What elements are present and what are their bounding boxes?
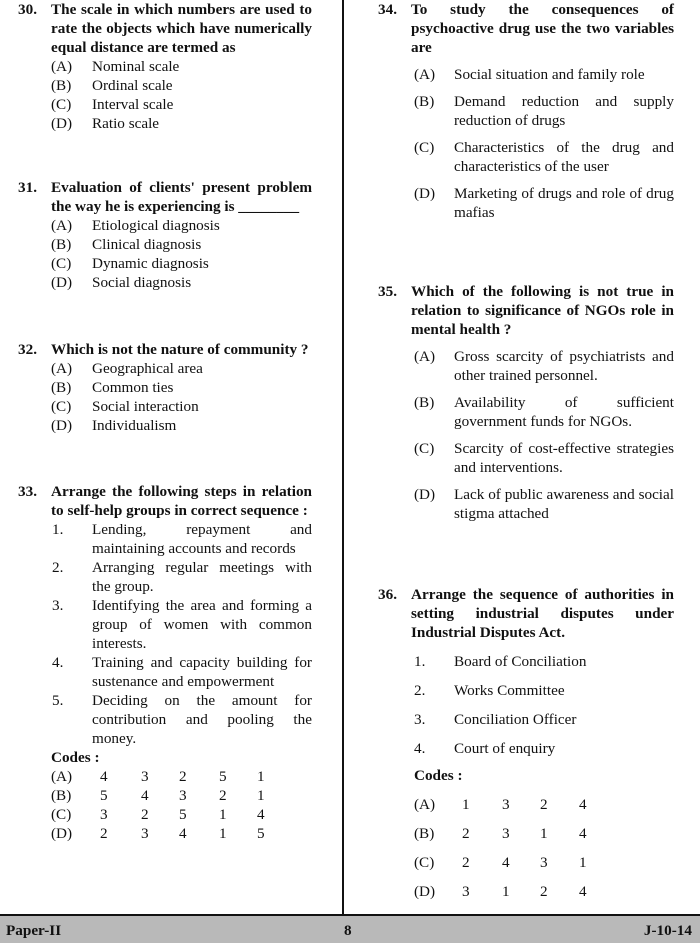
option-a: (A) Gross scarcity of psychiatrists and other trained personnel. xyxy=(414,348,674,384)
question-32 xyxy=(12,340,312,435)
step-item: 5. Deciding on the amount for contribution and pooling the money. xyxy=(52,692,312,747)
option-c: (C) Scarcity of cost-effective strategies and interventions. xyxy=(414,440,674,476)
question-number: 33. xyxy=(18,483,37,500)
option-c: (C) Dynamic diagnosis xyxy=(51,255,209,272)
code-row-b: (B) 2 3 1 4 xyxy=(414,825,587,842)
question-30 xyxy=(12,0,312,133)
code-row-a: (A) 4 3 2 5 1 xyxy=(51,768,265,785)
code-row-c: (C) 2 4 3 1 xyxy=(414,854,587,871)
option-a: (A) Geographical area xyxy=(51,360,203,377)
question-34 xyxy=(372,0,674,222)
question-number: 30. xyxy=(18,1,37,18)
column-divider xyxy=(342,0,344,914)
question-text: The scale in which numbers are used to rate the objects which have numerically equal distance are termed as xyxy=(51,1,312,56)
question-number: 36. xyxy=(378,586,397,603)
codes-label: Codes : xyxy=(414,767,463,784)
codes-label: Codes : xyxy=(51,749,100,766)
option-a: (A) Social situation and family role xyxy=(414,66,645,83)
option-d: (D) Ratio scale xyxy=(51,115,160,132)
step-item: 2. Arranging regular meetings with the group. xyxy=(52,559,312,595)
option-b: (B) Common ties xyxy=(51,379,174,396)
step-item: 3. Identifying the area and forming a group of women with common interests. xyxy=(52,597,312,652)
code-row-c: (C) 3 2 5 1 4 xyxy=(51,806,265,823)
question-31 xyxy=(12,178,312,292)
step-item: 1. Lending, repayment and maintaining accounts and records xyxy=(52,521,312,557)
question-text: Arrange the following steps in relation to self-help groups in correct sequence : xyxy=(51,483,312,519)
option-b: (B) Clinical diagnosis xyxy=(51,236,202,253)
option-d: (D) Lack of public awareness and social stigma attached xyxy=(414,486,674,522)
code-row-b: (B) 5 4 3 2 1 xyxy=(51,787,265,804)
step-item: 4. Court of enquiry xyxy=(414,740,556,757)
code-row-a: (A) 1 3 2 4 xyxy=(414,796,587,813)
exam-code: J-10-14 xyxy=(643,922,692,939)
question-35 xyxy=(372,282,674,523)
option-b: (B) Availability of sufficient government funds for NGOs. xyxy=(414,394,674,430)
question-number: 34. xyxy=(378,1,397,18)
option-b: (B) Demand reduction and supply reduction of drugs xyxy=(414,93,674,129)
question-number: 35. xyxy=(378,283,397,300)
question-text: Which of the following is not true in relation to significance of NGOs role in mental health ? xyxy=(411,283,674,338)
option-c: (C) Interval scale xyxy=(51,96,174,113)
question-number: 32. xyxy=(18,341,37,358)
question-text: To study the consequences of psychoactive drug use the two variables are xyxy=(411,1,674,56)
question-number: 31. xyxy=(18,179,37,196)
page-footer xyxy=(0,914,700,943)
option-d: (D) Marketing of drugs and role of drug mafias xyxy=(414,185,674,221)
question-text: Which is not the nature of community ? xyxy=(51,341,309,358)
option-c: (C) Social interaction xyxy=(51,398,199,415)
option-d: (D) Individualism xyxy=(51,417,177,434)
option-a: (A) Etiological diagnosis xyxy=(51,217,220,234)
question-text: Arrange the sequence of authorities in setting industrial disputes under Industrial Disputes Act. xyxy=(411,586,674,641)
step-item: 3. Conciliation Officer xyxy=(414,711,577,728)
option-d: (D) Social diagnosis xyxy=(51,274,192,291)
question-36 xyxy=(372,585,674,901)
paper-label: Paper-II xyxy=(6,922,62,939)
option-b: (B) Ordinal scale xyxy=(51,77,173,94)
code-row-d: (D) 3 1 2 4 xyxy=(414,883,587,900)
step-item: 1. Board of Conciliation xyxy=(414,653,587,670)
step-item: 4. Training and capacity building for sustenance and empowerment xyxy=(52,654,312,690)
option-c: (C) Characteristics of the drug and characteristics of the user xyxy=(414,139,674,175)
option-a: (A) Nominal scale xyxy=(51,58,180,75)
step-item: 2. Works Committee xyxy=(414,682,565,699)
question-text: Evaluation of clients' present problem the way he is experiencing is ________ xyxy=(51,179,312,215)
page-number: 8 xyxy=(344,922,352,939)
code-row-d: (D) 2 3 4 1 5 xyxy=(51,825,265,842)
question-33 xyxy=(12,482,312,843)
